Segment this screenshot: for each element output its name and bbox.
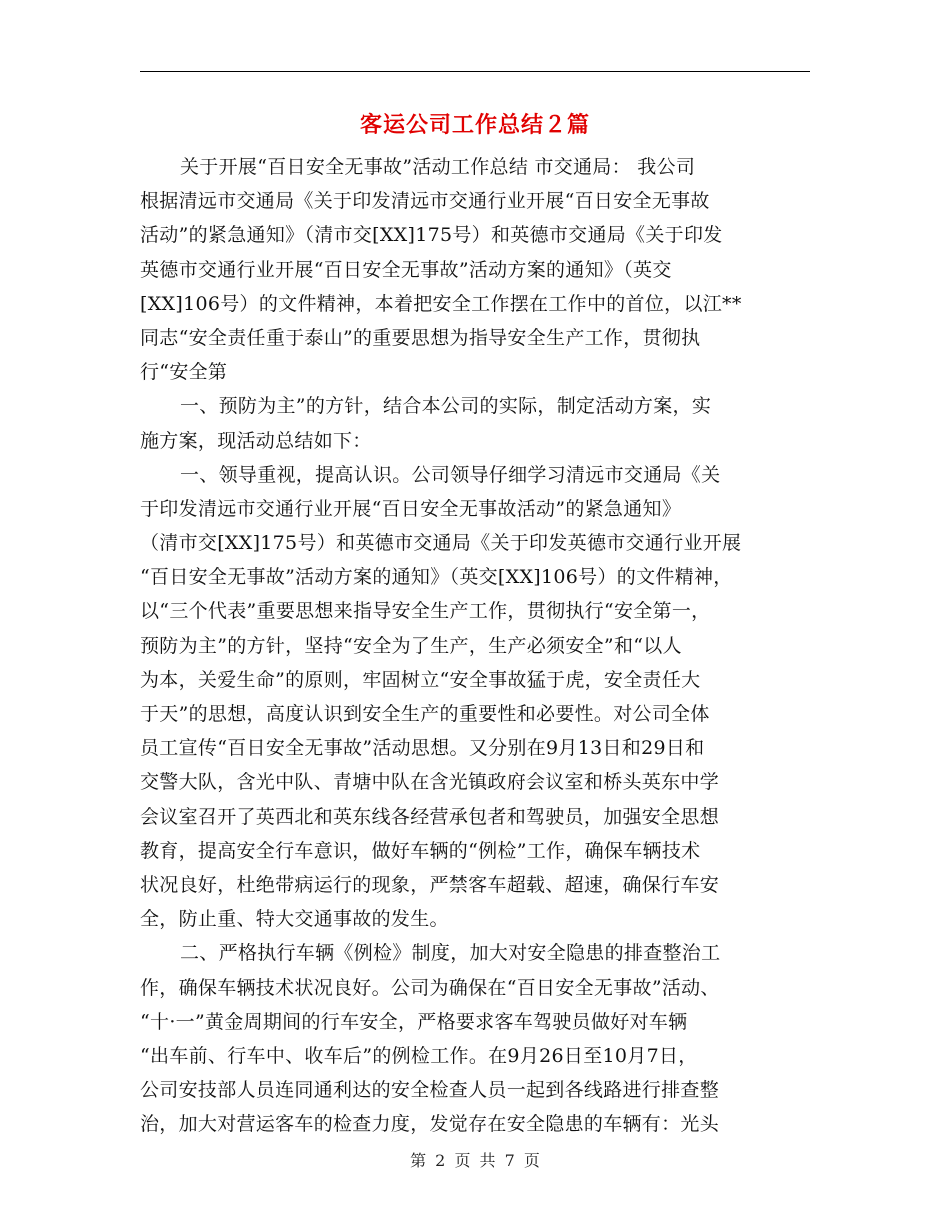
paragraph-line: 一、预防为主”的方针，结合本公司的实际，制定活动方案，实 (180, 395, 712, 418)
paragraph-line: 施方案，现活动总结如下： (140, 429, 372, 452)
paragraph-line: 全，防止重、特大交通事故的发生。 (140, 908, 449, 931)
document-body (140, 150, 812, 1141)
paragraph-line: 状况良好，杜绝带病运行的现象，严禁客车超载、超速，确保行车安 (140, 873, 720, 896)
paragraph-line: 于天”的思想，高度认识到安全生产的重要性和必要性。对公司全体 (140, 703, 710, 725)
paragraph-line: 预防为主”的方针，坚持“安全为了生产，生产必须安全”和“以人 (140, 634, 682, 657)
document-title: 客运公司工作总结２篇 (359, 112, 590, 138)
paragraph-line: 二、严格执行车辆《例检》制度，加大对安全隐患的排查整治工 (180, 942, 721, 965)
paragraph-line: 交警大队，含光中队、青塘中队在含光镇政府会议室和桥头英东中学 (140, 771, 720, 794)
paragraph-line: 根据清远市交通局《关于印发清远市交通行业开展“百日安全无事故 (140, 190, 710, 213)
page-number-footer: 第 2 页 共 7 页 (410, 1151, 540, 1170)
paragraph-line: “百日安全无事故”活动方案的通知》（英交[XX]106号）的文件精神， (140, 566, 733, 589)
paragraph-line: 治，加大对营运客车的检查力度，发觉存在安全隐患的车辆有：光头 (140, 1113, 720, 1136)
paragraph-line: 会议室召开了英西北和英东线各经营承包者和驾驶员，加强安全思想 (140, 805, 720, 828)
paragraph-line: 关于开展“百日安全无事故”活动工作总结 市交通局： 我公司 (180, 156, 696, 178)
paragraph-line: 活动”的紧急通知》（清市交[XX]175号）和英德市交通局《关于印发 (140, 224, 723, 247)
paragraph-line: “出车前、行车中、收车后”的例检工作。在9月26日至10月7日， (140, 1044, 698, 1067)
paragraph-line: 行“安全第 (140, 361, 228, 384)
paragraph-line: 作，确保车辆技术状况良好。公司为确保在“百日安全无事故”活动、 (140, 976, 720, 999)
header-rule (140, 71, 810, 72)
paragraph-line: [XX]106号）的文件精神，本着把安全工作摆在工作中的首位，以江** (140, 292, 742, 315)
paragraph-line: 同志“安全责任重于泰山”的重要思想为指导安全生产工作，贯彻执 (140, 326, 701, 349)
paragraph-line: 一、领导重视，提高认识。公司领导仔细学习清远市交通局《关 (180, 463, 721, 486)
paragraph-line: 于印发清远市交通行业开展“百日安全无事故活动”的紧急通知》 (140, 497, 682, 520)
paragraph-line: 公司安技部人员连同通利达的安全检查人员一起到各线路进行排查整 (140, 1079, 720, 1102)
paragraph-line: 以“三个代表”重要思想来指导安全生产工作，贯彻执行“安全第一， (140, 600, 711, 623)
paragraph-line: 教育，提高安全行车意识，做好车辆的“例检”工作，确保车辆技术 (140, 839, 701, 862)
paragraph-line: 员工宣传“百日安全无事故”活动思想。又分别在9月13日和29日和 (140, 737, 705, 760)
paragraph-line: 英德市交通行业开展“百日安全无事故”活动方案的通知》（英交 (140, 258, 672, 281)
paragraph-line: “十·一”黄金周期间的行车安全，严格要求客车驾驶员做好对车辆 (140, 1010, 688, 1033)
paragraph-line: （清市交[XX]175号）和英德市交通局《关于印发英德市交通行业开展 (140, 532, 742, 555)
paragraph-line: 为本，关爱生命”的原则，牢固树立“安全事故猛于虎，安全责任大 (140, 668, 701, 691)
